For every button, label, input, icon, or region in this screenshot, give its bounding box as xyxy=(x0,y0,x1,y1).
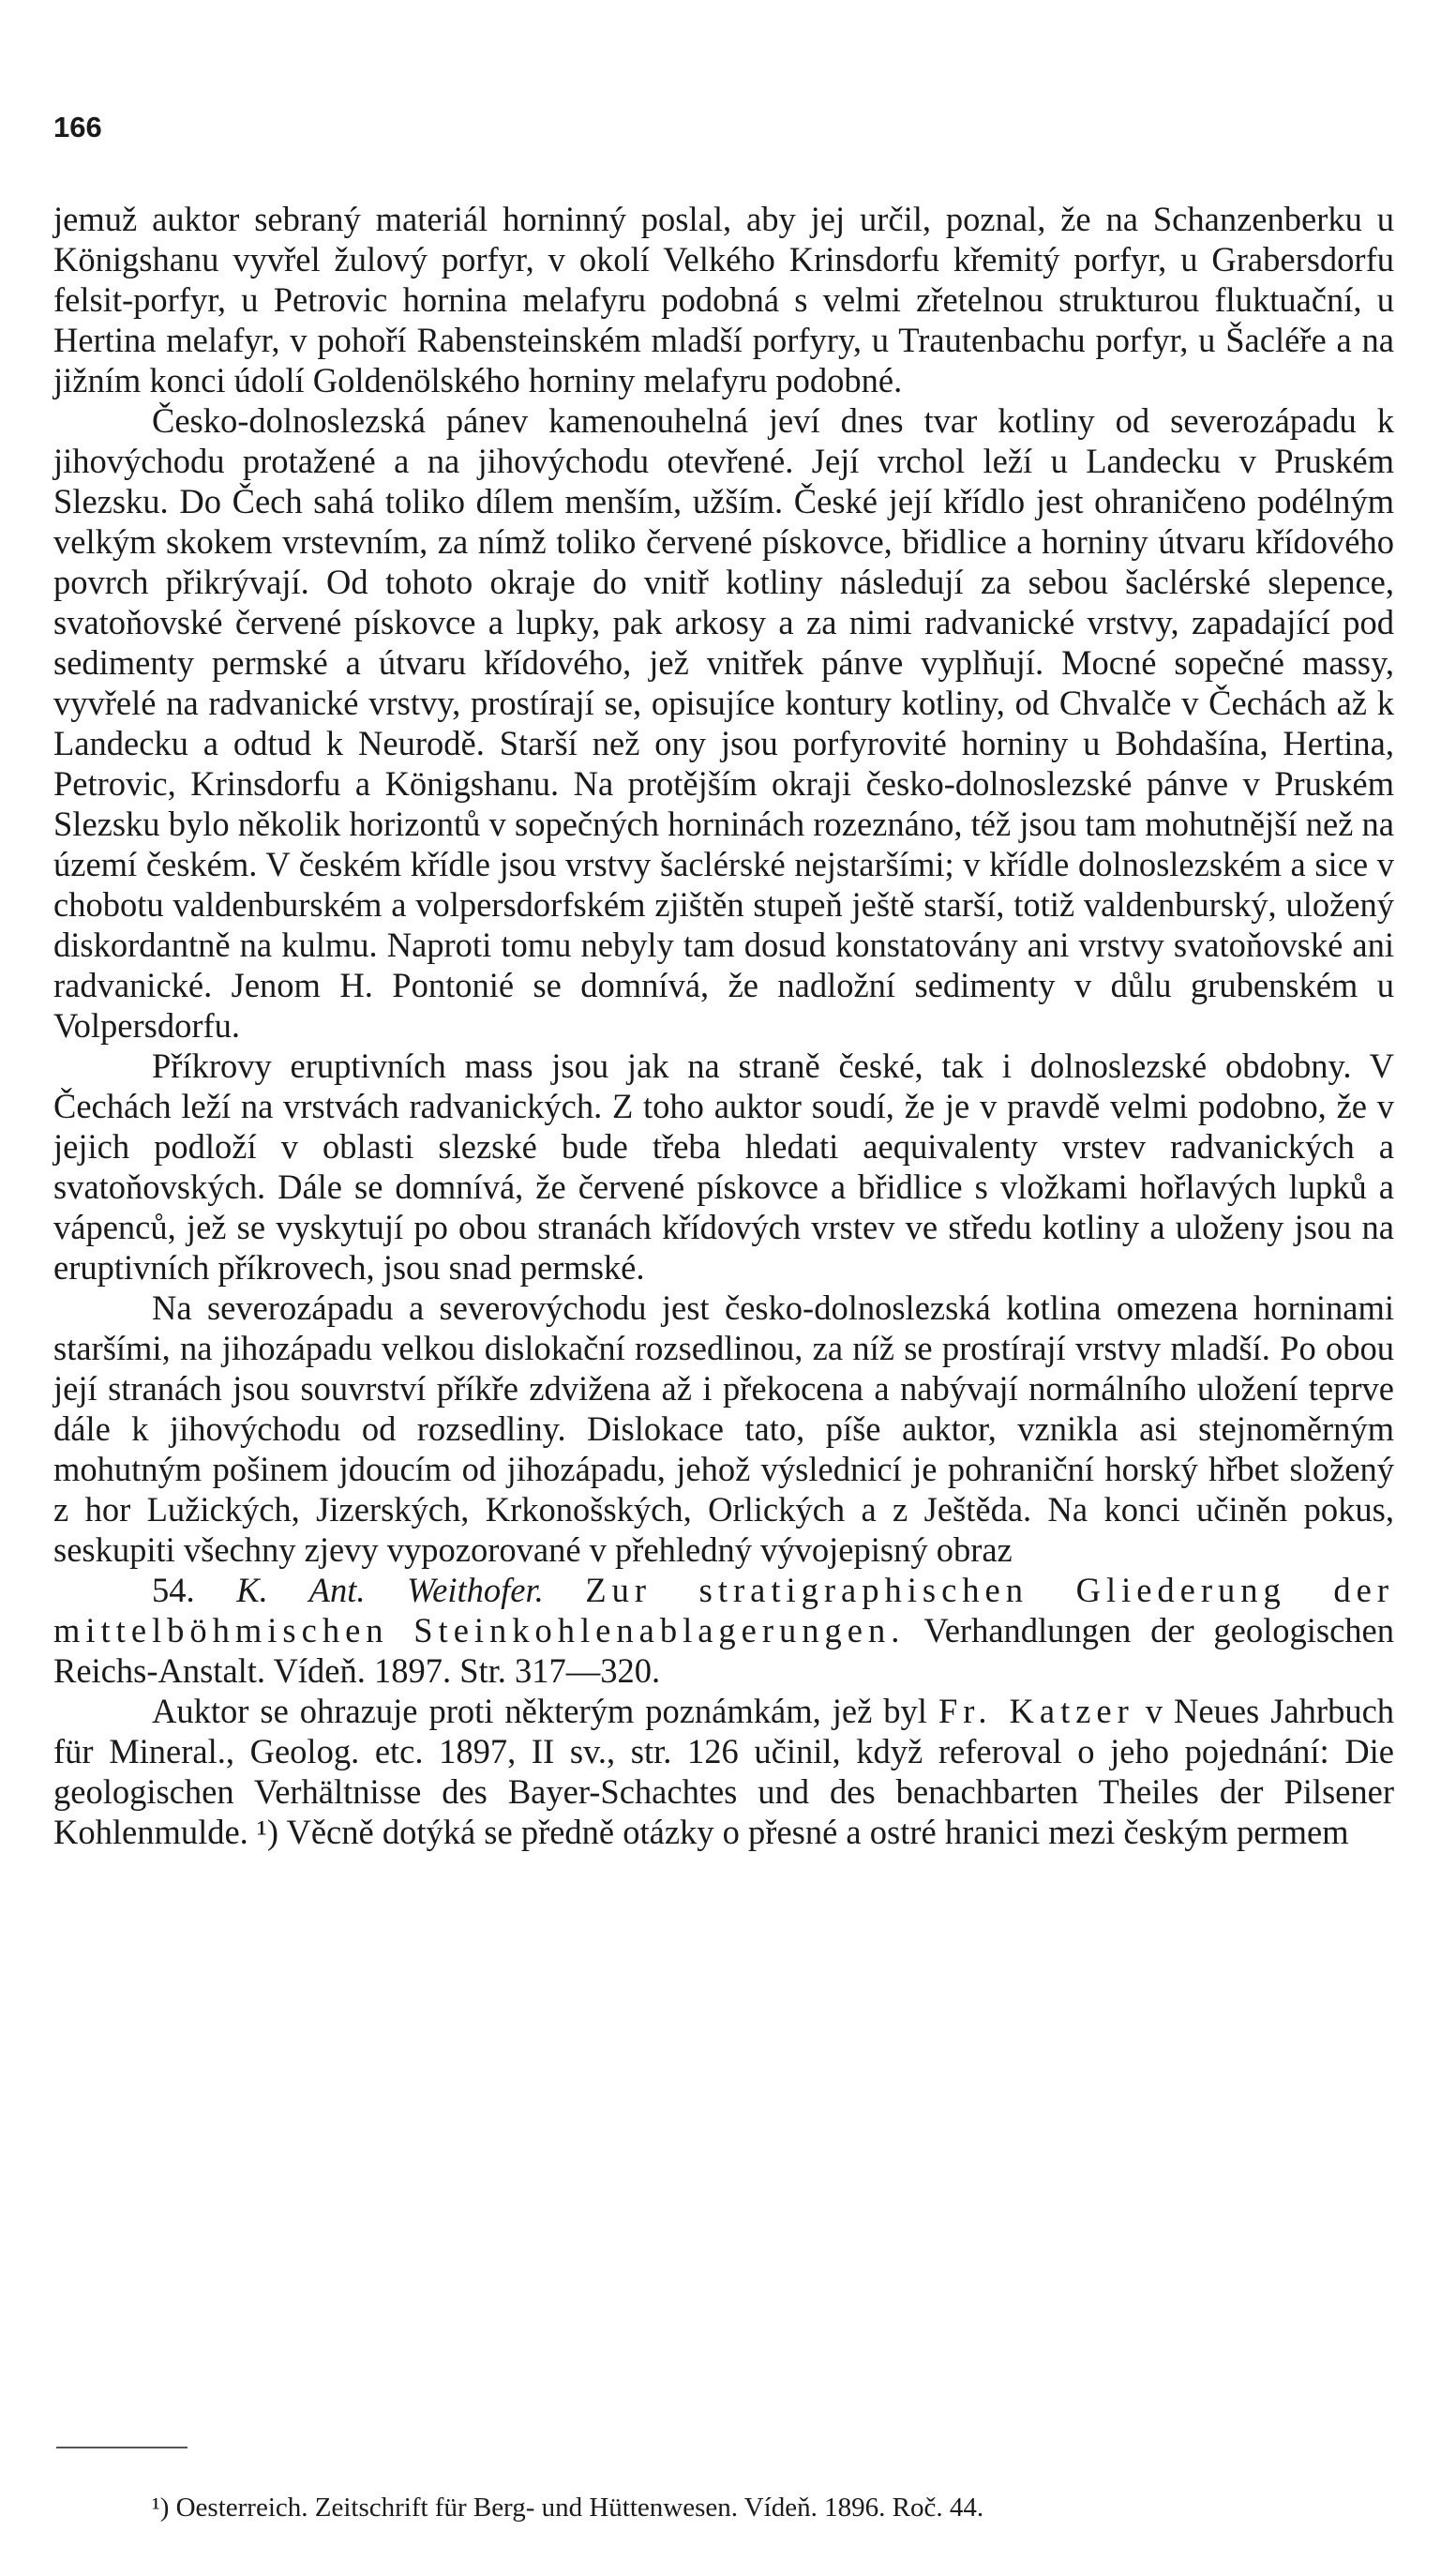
reviewer-name: Fr. Katzer xyxy=(938,1692,1134,1730)
review-text-start: Auktor se ohrazuje proti některým poznámkám, jež byl xyxy=(152,1692,927,1730)
paragraph-dislocation: Na severozápadu a severovýchodu jest česko-dolnoslezská kotlina omezena horninami staršími, na jihozápadu velkou dislokační rozsedlinou, za níž se prostírají vrstvy mladší. Po obou její stranách jsou souvrství příkře zdvižena až i překocena a nabývají normálního uložení teprve dále k jihovýchodu od rozsedliny. Dislokace tato, píše auktor, vznikla asi stejnoměrným mohutným pošinem jdoucím od jihozápadu, jehož výslednicí je pohraniční horský hřbet složený z hor Lužických, Jizerských, Krkonošských, Orlických a z Ještěda. Na konci učiněn pokus, seskupiti všechny zjevy vypozorované v přehledný vývojepisný obraz xyxy=(53,1288,1394,1569)
paragraph-basin-description: Česko-dolnoslezská pánev kamenouhelná jeví dnes tvar kotliny od severozápadu k jihovýchodu protažené a na jihovýchodu otevřené. Její vrchol leží u Landecku v Pruském Slezsku. Do Čech sahá toliko dílem menším, užším. České její křídlo jest ohraničeno podélným velkým skokem vrstevním, za nímž toliko červené pískovce, břidlice a horniny útvaru křídového povrch přikrývají. Od tohoto okraje do vnitř kotliny následují za sebou šaclérské slepence, svatoňovské červené pískovce a lupky, pak arkosy a za nimi radvanické vrstvy, zapadající pod sedimenty permské a útvaru křídového, jež vnitřek pánve vyplňují. Mocné sopečné massy, vyvřelé na radvanické vrstvy, prostírají se, opisujíce kontury kotliny, od Chvalče v Čechách až k Landecku a odtud k Neurodě. Starší než ony jsou porfyrovité horniny u Bohdašína, Hertina, Petrovic, Krinsdorfu a Königshanu. Na protějším okraji česko-dolnoslezské pánve v Pruském Slezsku bylo několik horizontů v sopečných horninách rozeznáno, též jsou tam mohutnější než na území českém. V českém křídle jsou vrstvy šaclérské nejstaršími; v křídle dolnoslezském a sice v chobotu valdenburském a volpersdorfském zjištěn stupeň ještě starší, totiž valdenburský, uložený diskordantně na kulmu. Naproti tomu nebyly tam dosud konstatovány ani vrstvy svatoňovské ani radvanické. Jenom H. Pontonié se domnívá, že nadložní sedimenty v důlu grubenském u Volpersdorfu. xyxy=(53,401,1394,1045)
review-text-end: v Neues Jahrbuch für Mineral., Geolog. etc. 1897, II sv., str. 126 učinil, když referoval o jeho pojednání: Die geologischen Verhältnisse des Bayer-Schachtes und des benachbarten Theiles der Pilsener Kohlenmulde. ¹) Věcně dotýká se předně otázky o přesné a ostré hranici mezi českým permem xyxy=(53,1692,1395,1851)
body-text xyxy=(53,199,1394,1852)
paragraph-continuation: jemuž auktor sebraný materiál horninný poslal, aby jej určil, poznal, že na Schanzenberku u Königshanu vyvřel žulový porfyr, v okolí Velkého Krinsdorfu křemitý porfyr, u Grabersdorfu felsit-porfyr, u Petrovic hornina melafyru podobná s velmi zřetelnou strukturou fluktuační, u Hertina melafyr, v pohoří Rabensteinském mladší porfyry, u Trautenbachu porfyr, u Šacléře a na jižním konci údolí Goldenölského horniny melafyru podobné. xyxy=(53,200,1394,399)
entry-author: K. Ant. Weithofer. xyxy=(236,1571,544,1609)
entry-number: 54. xyxy=(152,1571,195,1609)
entry-source: Verhandlungen der geologischen Reichs-Anstalt. Vídeň. 1897. Str. 317—320. xyxy=(53,1611,1395,1690)
paragraph-review xyxy=(53,1691,1394,1852)
paragraph-eruptive-masses: Příkrovy eruptivních mass jsou jak na straně české, tak i dolnoslezské obdobny. V Čechách leží na vrstvách radvanických. Z toho auktor soudí, že je v pravdě velmi podobno, že v jejich podloží v oblasti slezské bude třeba hledati aequivalenty vrstev radvanických a svatoňovských. Dále se domnívá, že červené pískovce a břidlice s vložkami hořlavých lupků a vápenců, jež se vyskytují po obou stranách křídových vrstev ve středu kotliny a uloženy jsou na eruptivních příkrovech, jsou snad permské. xyxy=(53,1047,1394,1287)
entry-title: Zur stratigraphischen Gliederung der mittelböhmischen Steinkohlenablagerungen. xyxy=(53,1571,1394,1650)
page-number: 166 xyxy=(53,111,102,143)
footnote: ¹) Oesterreich. Zeitschrift für Berg- und Hüttenwesen. Vídeň. 1896. Roč. 44. xyxy=(152,2493,984,2523)
bibliography-entry xyxy=(53,1570,1394,1691)
footnote-divider xyxy=(56,2447,188,2448)
